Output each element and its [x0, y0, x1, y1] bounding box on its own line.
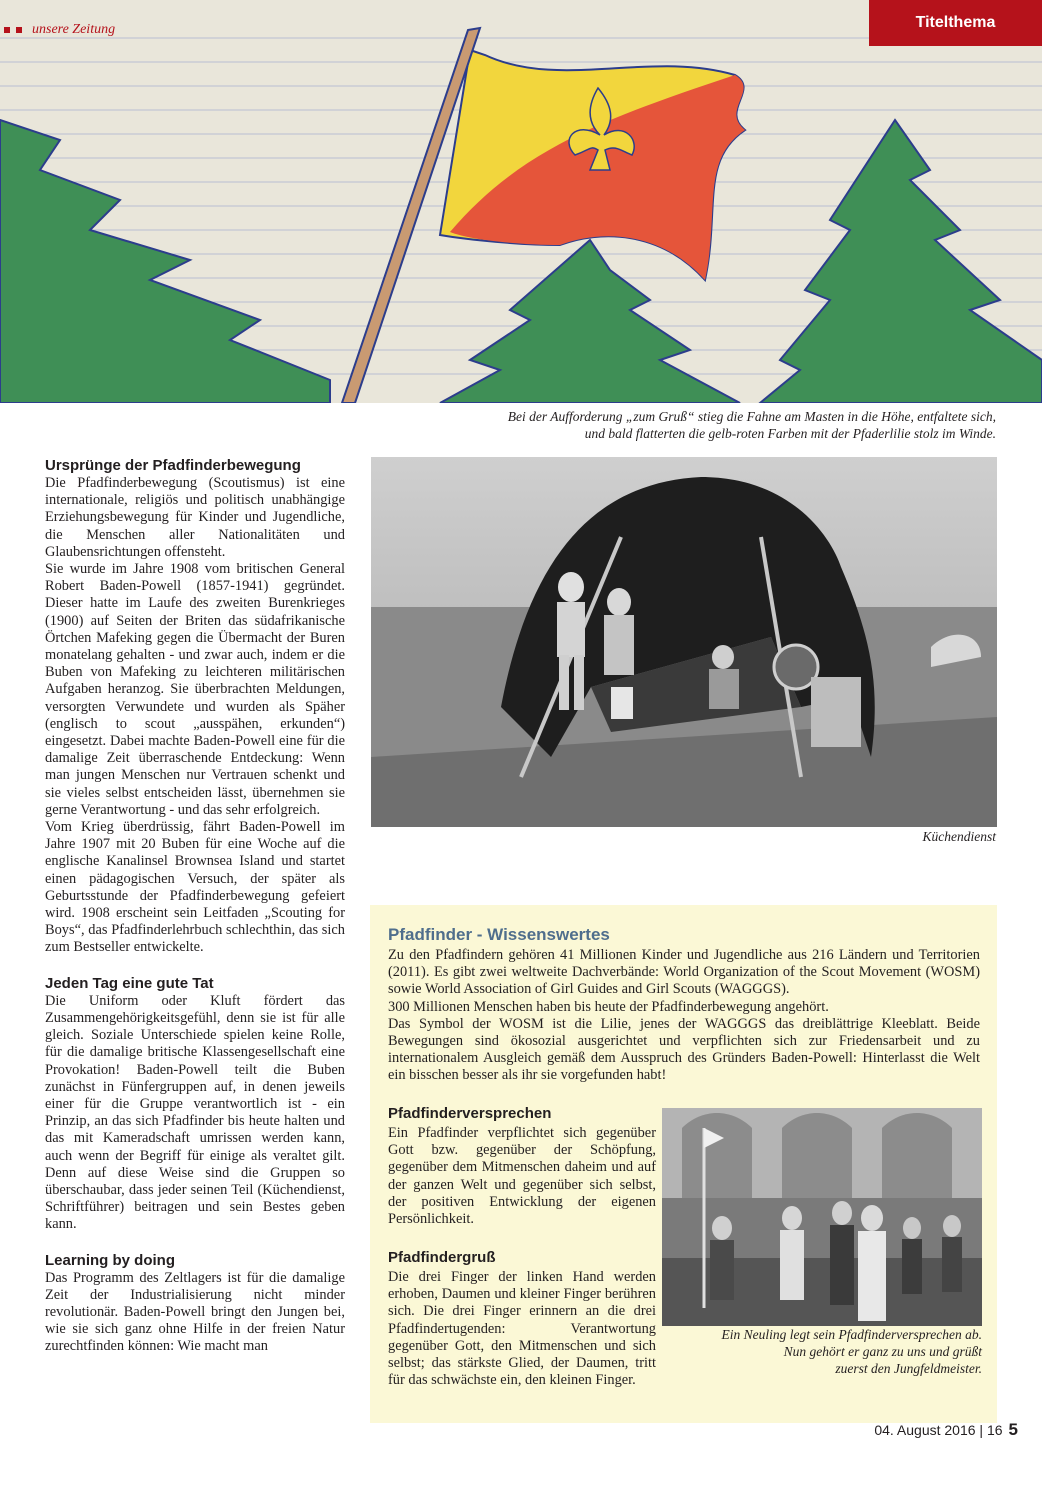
- paragraph: Ein Pfadfinder verpflichtet sich gegenüber Gott bzw. gegenüber der Schöpfung, gegenüber dem Mitmenschen daheim und auf der ganzen Welt und gegenüber sich selbst, der positiven Entwicklung der eigenen Persönlichkeit.: [388, 1125, 656, 1228]
- flag-drawing: [0, 0, 1042, 403]
- masthead: [4, 22, 115, 38]
- info-box: [370, 905, 997, 1423]
- paragraph: Die Uniform oder Kluft fördert das Zusammengehörigkeitsgefühl, denn sie ist für alle gleich. Soziale Unterschiede spielen keine Rolle, für die damalige britische Klassengesellschaft eine Provokation! Baden-Powell teilt die Buben zunächst in Fünfergruppen auf, in denen jeweils einer für die Gruppe verantwortlich ist - ein Prinzip, an das sich Pfadfinder bis heute halten und das mit Kameradschaft umrissen werden kann, auch wenn der Begriff für einige als veraltet gilt. Denn auf diese Weise sind die Gruppen so überschaubar, dass jeder seinen Teil (Küchendienst, Schriftführer) beitragen und sein Bestes geben kann.: [45, 992, 345, 1233]
- article-column: [45, 456, 345, 1356]
- hero-illustration: [0, 0, 1042, 403]
- section-heading: Ursprünge der Pfadfinderbewegung: [45, 457, 301, 474]
- page-number: 5: [1008, 1420, 1018, 1439]
- info-box-intro: [388, 947, 980, 1085]
- page-footer: [874, 1420, 1018, 1440]
- section-heading: Jeden Tag eine gute Tat: [45, 974, 214, 992]
- promise-photo: [662, 1108, 982, 1326]
- promise-photo-caption: [662, 1326, 982, 1377]
- subsection-heading: Pfadfindergruß: [388, 1249, 496, 1266]
- hero-caption-line: Bei der Aufforderung „zum Gruß“ stieg die Fahne am Masten in die Höhe, entfaltete sich,: [507, 409, 996, 424]
- paragraph: 300 Millionen Menschen haben bis heute der Pfadfinderbewegung angehört.: [388, 998, 829, 1015]
- paragraph: Zu den Pfadfindern gehören 41 Millionen Kinder und Jugendliche aus 216 Ländern und Territorien (2011). Es gibt zwei weltweite Dachverbände: World Organization of the Scout Movement (WOSM) sowie World Association of Girl Guides and Girl Scouts (WAGGGS).: [388, 947, 980, 998]
- publication-logo: unsere Zeitung: [32, 22, 116, 37]
- paragraph: Die drei Finger der linken Hand werden erhoben, Daumen und kleiner Finger berühren sich. Die drei Finger erinnern an die drei Pfadfindertugenden: Verantwortung gegenüber Gott, den Mitmenschen und sich selbst; das stärkste Glied, der Daumen, tritt für das schwächste ein, den kleinen Finger.: [388, 1269, 656, 1389]
- section-tag: Titelthema: [869, 0, 1042, 46]
- info-box-title: Pfadfinder - Wissenswertes: [388, 925, 610, 944]
- kitchen-photo: [371, 457, 997, 827]
- section-heading: Learning by doing: [45, 1251, 175, 1269]
- logo-square-icon: [16, 27, 22, 33]
- paragraph: Die Pfadfinderbewegung (Scoutismus) ist eine internationale, religiös und politisch unabhängige Erziehungsbewegung für Kinder und Jugendliche, die Menschen aller Nationalitäten und Glaubensrichtungen offensteht.: [45, 475, 345, 560]
- tent-photo-image: [371, 457, 997, 827]
- paragraph: Vom Krieg überdrüssig, fährt Baden-Powell im Jahre 1907 mit 20 Buben für eine Woche auf die englische Kanalinsel Brownsea Island und startet einen pädagogischen Versuch, der später als Geburtsstunde der Pfadfinderbewegung gefeiert wird. 1908 erscheint sein Leitfaden „Scouting for Boys“, das Pfadfinderlehrbuch schlechthin, das sich zum Bestseller entwickelte.: [45, 819, 345, 956]
- hero-caption: [380, 408, 996, 442]
- paragraph: Das Symbol der WOSM ist die Lilie, jenes der WAGGGS das dreiblättrige Kleeblatt. Beide Bewegungen sind ökosozial ausgerichtet und verpflichten sich zur Friedensarbeit und zu internationalem Ausgleich gemäß dem Ausspruch des Gründers Baden-Powell: Hinterlasst die Welt ein bisschen besser als ihr sie vorgefunden habt!: [388, 1015, 980, 1084]
- kitchen-photo-caption: Küchendienst: [922, 829, 996, 844]
- promise-photo-image: [662, 1108, 982, 1326]
- paragraph: Das Programm des Zeltlagers ist für die damalige Zeit der Industrialisierung nicht minder revolutionär. Baden-Powell bringt den Jungen bei, wie sie sich ganz ohne Hilfe in der freien Natur zurechtfinden können: Wie macht man: [45, 1269, 345, 1355]
- subsection-heading: Pfadfinderversprechen: [388, 1105, 552, 1122]
- promise-caption-line: Nun gehört er ganz zu uns und grüßt: [783, 1344, 982, 1359]
- promise-caption-line: zuerst den Jungfeldmeister.: [835, 1361, 982, 1376]
- promise-caption-line: Ein Neuling legt sein Pfadfinderversprechen ab.: [721, 1327, 982, 1342]
- logo-square-icon: [4, 27, 10, 33]
- paragraph: Sie wurde im Jahre 1908 vom britischen General Robert Baden-Powell (1857-1941) gegründet. Dieser hatte im Laufe des zweiten Burenkrieges (1900) auf Seiten der Briten das südafrikanische Örtchen Mafeking gegen die Übermacht der Buren monatelang gehalten - und zwar auch, indem er die Buben von Mafeking zu leichteren militärischen Aufgaben heranzog. Sie überbrachten Meldungen, versorgten Verwundete und wurden als Späher (englisch to scout „ausspähen, erkunden“) eingesetzt. Dabei machte Baden-Powell eine für die damalige Zeit überraschende Entdeckung: Wenn man jungen Menschen nur Vertrauen schenkt und sie vieles selbst entscheiden lässt, übernehmen sie gerne Verantwortung - und das sehr erfolgreich.: [45, 561, 345, 818]
- issue-date: 04. August 2016 | 16: [874, 1422, 1003, 1438]
- hero-caption-line: und bald flatterten die gelb-roten Farben mit der Pfaderlilie stolz im Winde.: [584, 426, 996, 441]
